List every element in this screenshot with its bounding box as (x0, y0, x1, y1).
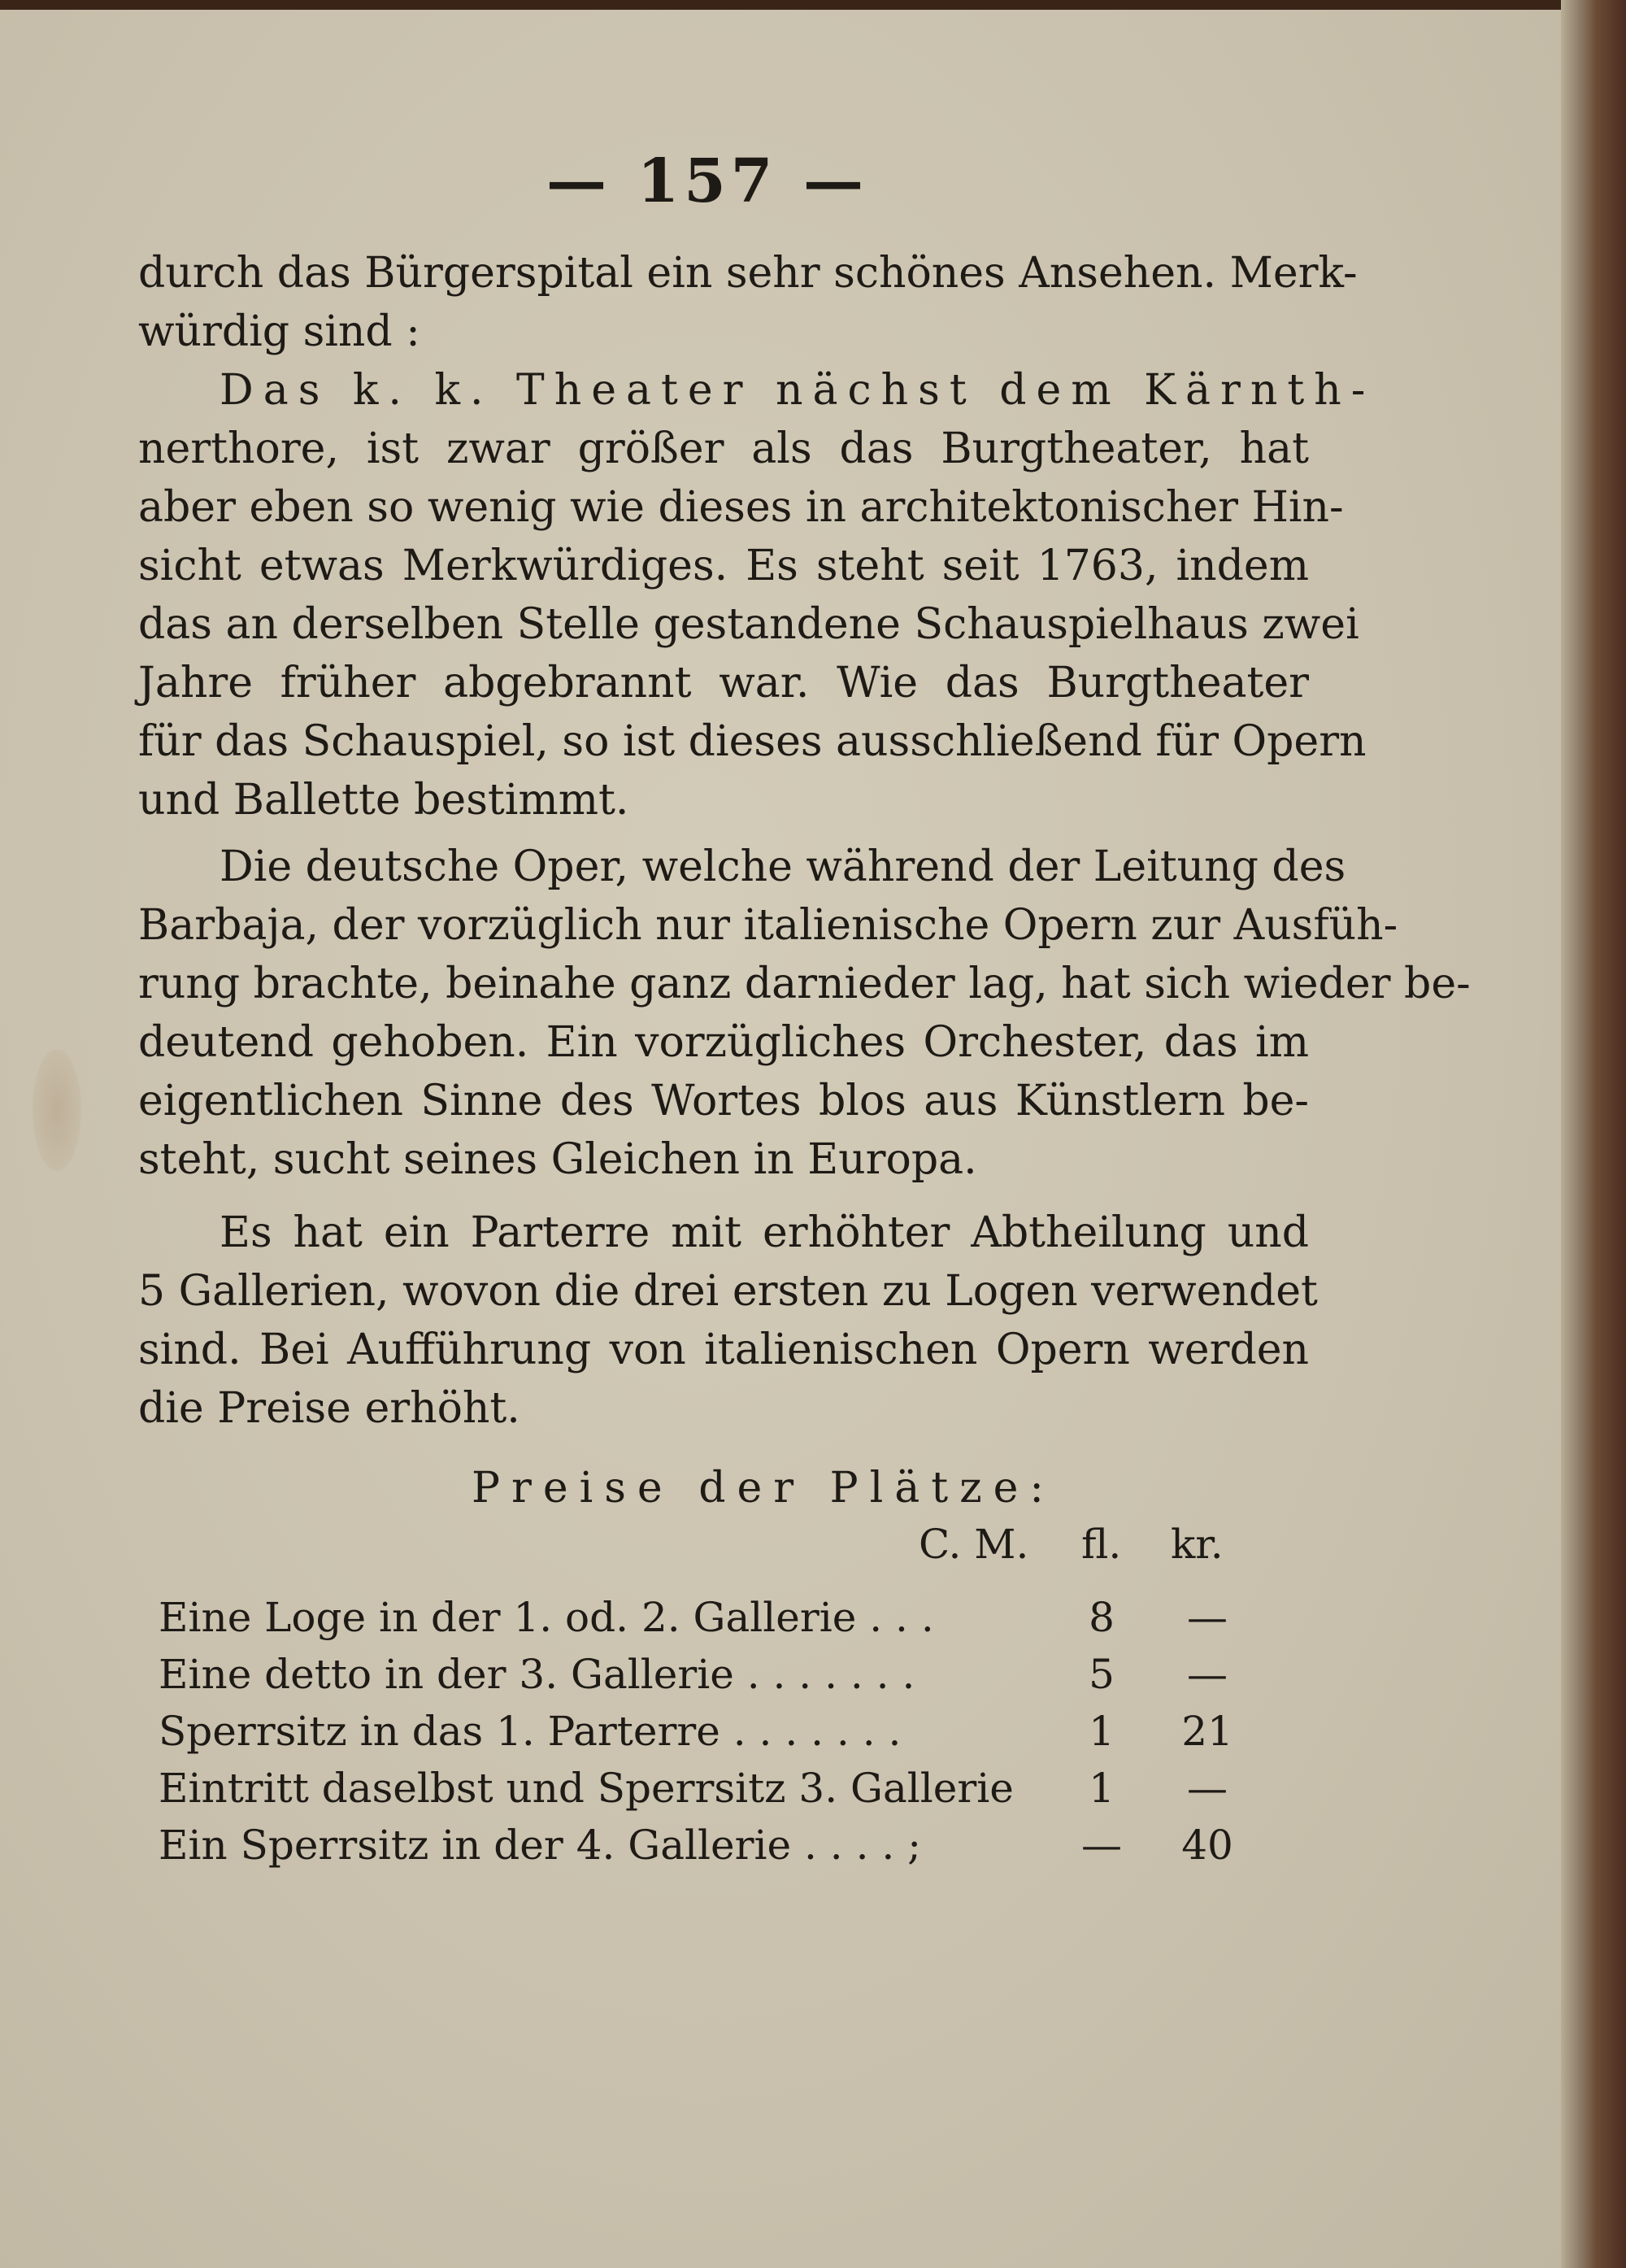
text-line: Es hat ein Parterre mit erhöhter Abtheilung und (220, 1208, 1309, 1257)
text-line: eigentlichen Sinne des Wortes blos aus Künstlern be- (138, 1077, 1309, 1125)
price-row (159, 1708, 1240, 1765)
price-row (159, 1594, 1240, 1651)
text-line: Jahre früher abgebrannt war. Wie das Burgtheater (138, 659, 1309, 707)
col-fl-header: fl. (1081, 1521, 1122, 1568)
text-line: 5 Gallerien, wovon die drei ersten zu Logen verwendet (138, 1267, 1318, 1316)
price-row-fl: 5 (1089, 1651, 1115, 1698)
text-line: Das k. k. Theater nächst dem Kärnth- (220, 366, 1376, 415)
text-line: Die deutsche Oper, welche während der Leitung des (220, 842, 1346, 891)
text-line: deutend gehoben. Ein vorzügliches Orchester, das im (138, 1018, 1309, 1067)
page-top-edge (0, 0, 1626, 10)
text-line: nerthore, ist zwar größer als das Burgtheater, hat (138, 424, 1309, 473)
price-row-label: Eintritt daselbst und Sperrsitz 3. Gallerie (159, 1765, 1014, 1812)
price-row-kr: 40 (1181, 1822, 1233, 1869)
text-line: würdig sind : (138, 307, 420, 356)
price-row-kr: 21 (1181, 1708, 1233, 1755)
text-line: für das Schauspiel, so ist dieses ausschließend für Opern (138, 717, 1367, 766)
price-row-kr: — (1187, 1594, 1228, 1641)
text-line: das an derselben Stelle gestandene Schauspielhaus zwei (138, 600, 1359, 649)
text-line: steht, sucht seines Gleichen in Europa. (138, 1135, 977, 1184)
price-row-fl: 8 (1089, 1594, 1115, 1641)
price-row-label: Eine Loge in der 1. od. 2. Gallerie . . . (159, 1594, 934, 1641)
text-line: die Preise erhöht. (138, 1384, 520, 1433)
text-line: sind. Bei Aufführung von italienischen Opern werden (138, 1326, 1309, 1374)
book-edge (1561, 0, 1626, 2268)
col-kr-header: kr. (1171, 1521, 1224, 1568)
price-row-fl: — (1081, 1822, 1122, 1869)
paper-stain (33, 1049, 81, 1171)
text-line: sicht etwas Merkwürdiges. Es steht seit 1763, indem (138, 542, 1309, 590)
price-row-fl: 1 (1089, 1765, 1115, 1812)
price-row-label: Ein Sperrsitz in der 4. Gallerie . . . . ; (159, 1822, 921, 1869)
price-row-label: Eine detto in der 3. Gallerie . . . . . . . (159, 1651, 915, 1698)
price-row (159, 1822, 1240, 1878)
price-table-title: Preise der Plätze: (472, 1464, 1055, 1513)
text-line: und Ballette bestimmt. (138, 776, 629, 825)
text-line: aber eben so wenig wie dieses in architektonischer Hin- (138, 483, 1344, 532)
price-row-fl: 1 (1089, 1708, 1115, 1755)
currency-header: C. M. (919, 1521, 1029, 1568)
page-number: — 157 — (546, 146, 868, 216)
price-row-kr: — (1187, 1765, 1228, 1812)
text-line: Barbaja, der vorzüglich nur italienische Opern zur Ausfüh- (138, 901, 1398, 950)
price-row (159, 1765, 1240, 1822)
price-row-kr: — (1187, 1651, 1228, 1698)
text-line: durch das Bürgerspital ein sehr schönes Ansehen. Merk- (138, 249, 1358, 298)
text-line: rung brachte, beinahe ganz darnieder lag, hat sich wieder be- (138, 960, 1471, 1008)
price-row (159, 1651, 1240, 1708)
price-row-label: Sperrsitz in das 1. Parterre . . . . . . . (159, 1708, 902, 1755)
